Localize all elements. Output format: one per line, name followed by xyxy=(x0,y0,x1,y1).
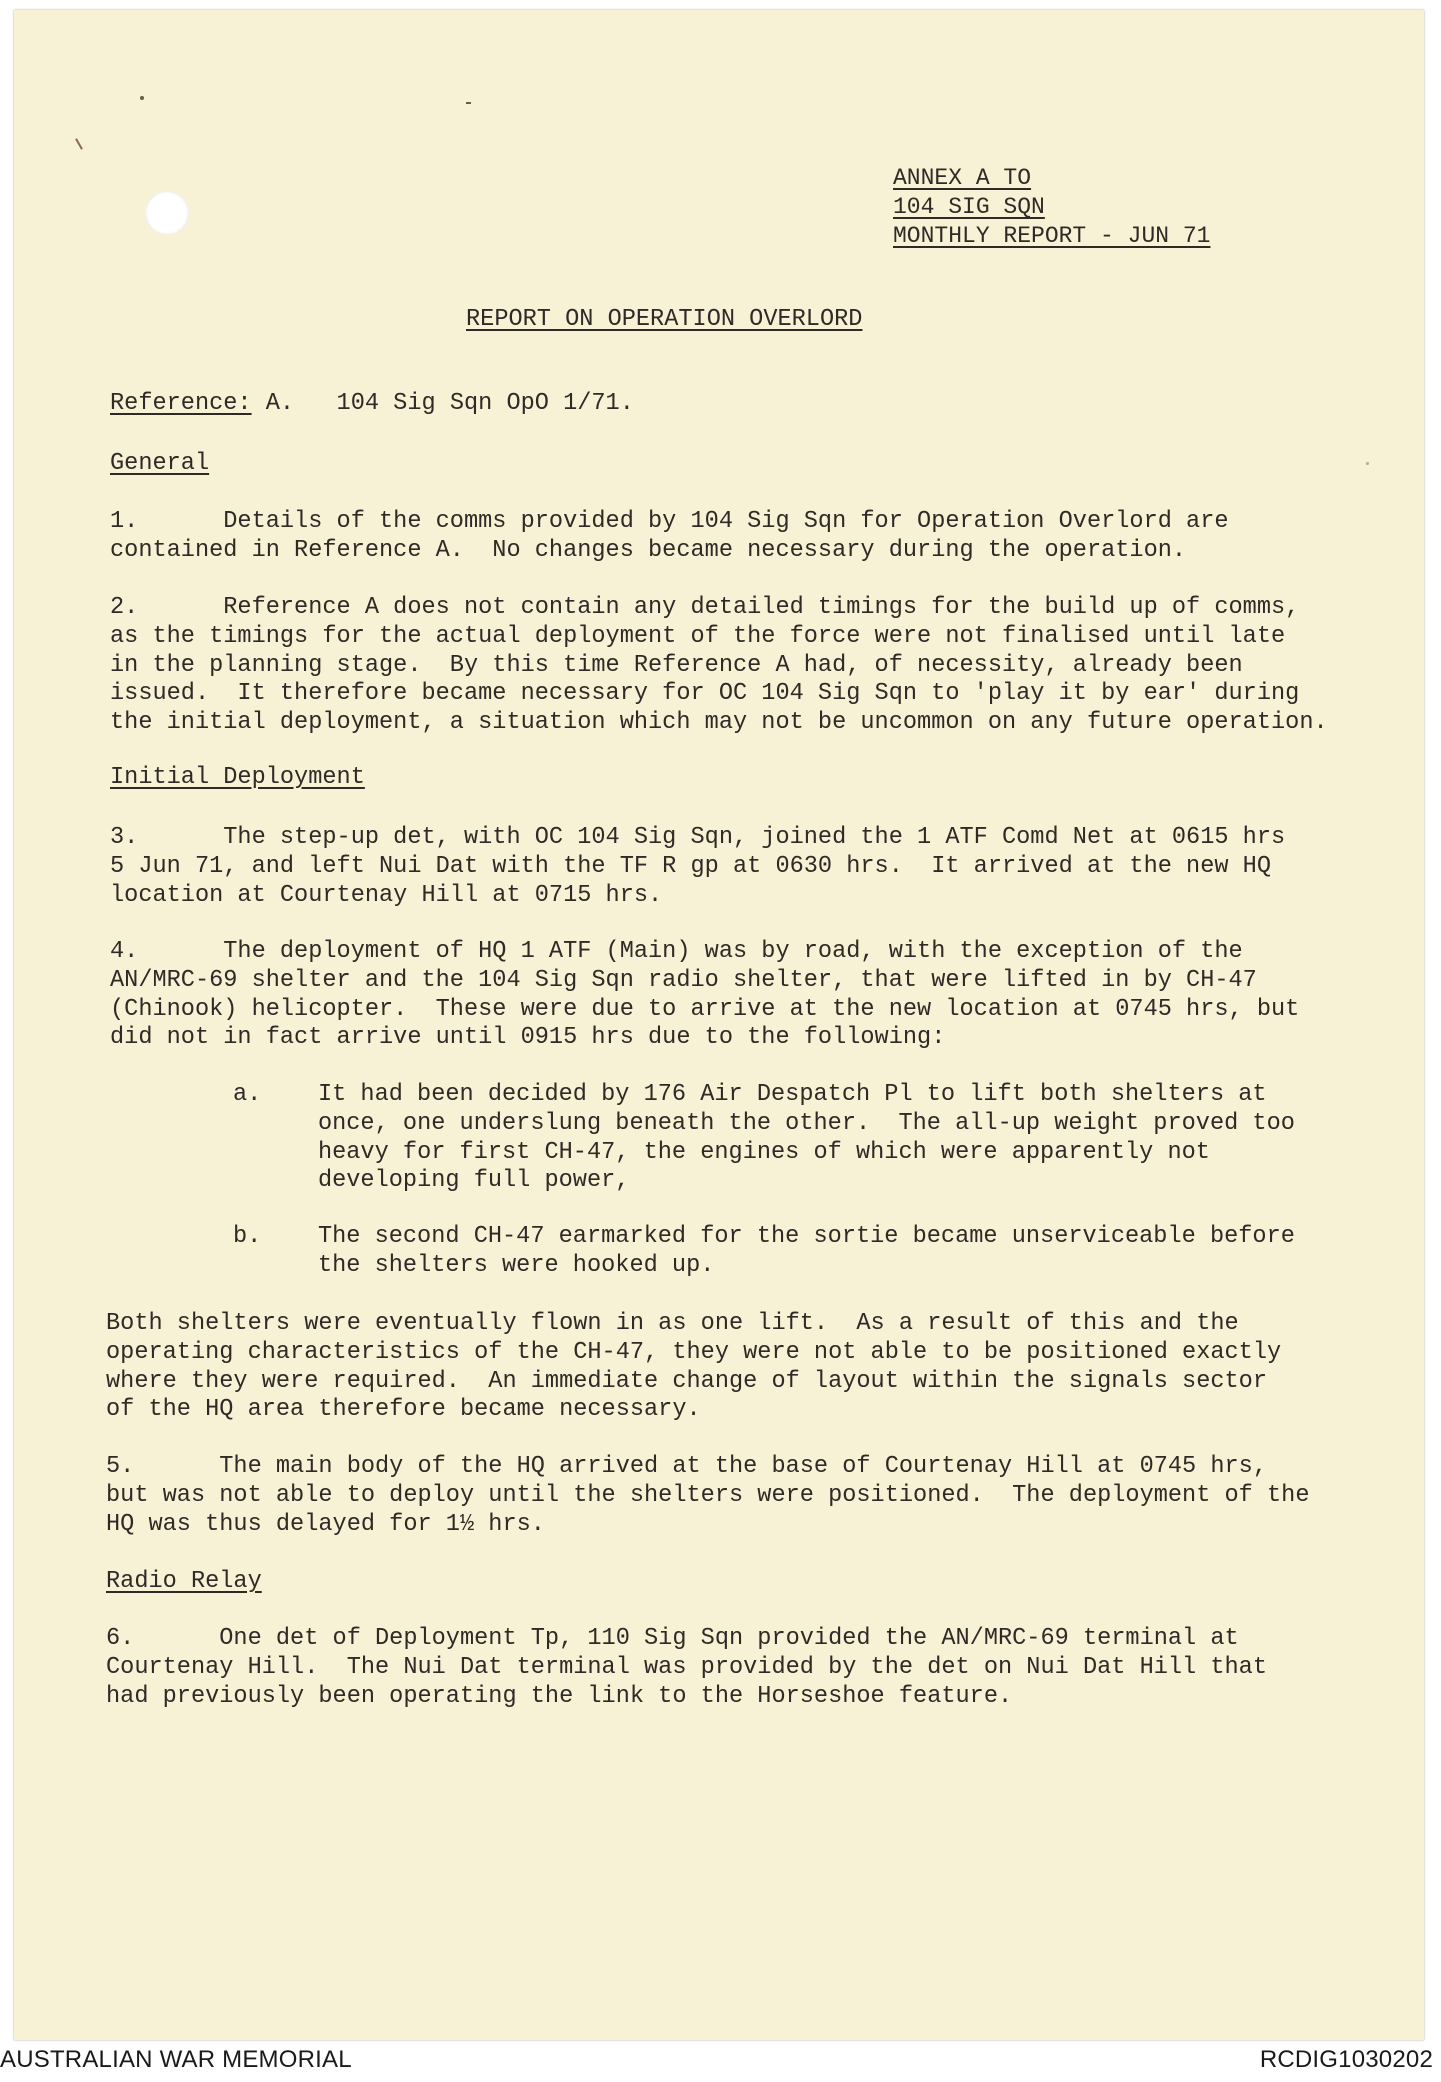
archive-id: RCDIG1030202 xyxy=(1259,2046,1433,2073)
reference-label: Reference: xyxy=(110,390,252,417)
heading-initial-deployment: Initial Deployment xyxy=(110,764,365,791)
paragraph-4-continued: Both shelters were eventually flown in as one lift. As a result of this and the operating characteristics of the CH-47, they were not able to be positioned exactly where they were required. An immediate change of layout within the signals sector of the HQ area therefore became necessary. xyxy=(106,1310,1282,1424)
paragraph-3: 3. The step-up det, with OC 104 Sig Sqn, joined the 1 ATF Comd Net at 0615 hrs 5 Jun 71, and left Nui Dat with the TF R gp at 0630 hrs. It arrived at the new HQ location at Courtenay Hill at 0715 hrs. xyxy=(110,824,1286,909)
annex-line: 104 SIG SQN xyxy=(893,194,1045,220)
paragraph-5: 5. The main body of the HQ arrived at the base of Courtenay Hill at 0745 hrs, but was not able to deploy until the shelters were positioned. The deployment of the HQ was thus delayed for 1½ hrs. xyxy=(106,1453,1310,1538)
paragraph-6: 6. One det of Deployment Tp, 110 Sig Sqn provided the AN/MRC-69 terminal at Courtenay Hill. The Nui Dat terminal was provided by the det on Nui Dat Hill that had previously been operating the link to the Horseshoe feature. xyxy=(106,1625,1268,1710)
paragraph-4a: a. It had been decided by 176 Air Despatch Pl to lift both shelters at once, one underslung beneath the other. The all-up weight proved too heavy for first CH-47, the engines of which were apparently not developing full power, xyxy=(233,1081,1295,1195)
report-title: REPORT ON OPERATION OVERLORD xyxy=(466,306,863,333)
heading-general: General xyxy=(110,450,210,477)
annex-line: ANNEX A TO xyxy=(893,165,1032,191)
paragraph-1: 1. Details of the comms provided by 104 Sig Sqn for Operation Overlord are contained in Reference A. No changes became necessary during the operation. xyxy=(110,508,1229,564)
annex-header xyxy=(893,164,1210,251)
reference-line xyxy=(110,390,1350,419)
paragraph-4: 4. The deployment of HQ 1 ATF (Main) was by road, with the exception of the AN/MRC-69 shelter and the 104 Sig Sqn radio shelter, that were lifted in by CH-47 (Chinook) helicopter. These were due to arrive at the new location at 0745 hrs, but did not in fact arrive until 0915 hrs due to the following: xyxy=(110,938,1300,1052)
archive-credit: AUSTRALIAN WAR MEMORIAL xyxy=(0,2046,352,2073)
paragraph-2: 2. Reference A does not contain any detailed timings for the build up of comms, as the timings for the actual deployment of the force were not finalised until late in the planning stage. By this time Reference A had, of necessity, already been issued. It therefore became necessary for OC 104 Sig Sqn to 'play it by ear' during the initial deployment, a situation which may not be uncommon on any future operation. xyxy=(110,594,1328,737)
reference-text: A. 104 Sig Sqn OpO 1/71. xyxy=(251,390,634,417)
annex-line: MONTHLY REPORT - JUN 71 xyxy=(893,223,1211,249)
paragraph-4b: b. The second CH-47 earmarked for the sortie became unserviceable before the shelters were hooked up. xyxy=(233,1223,1295,1279)
heading-radio-relay: Radio Relay xyxy=(106,1568,262,1595)
